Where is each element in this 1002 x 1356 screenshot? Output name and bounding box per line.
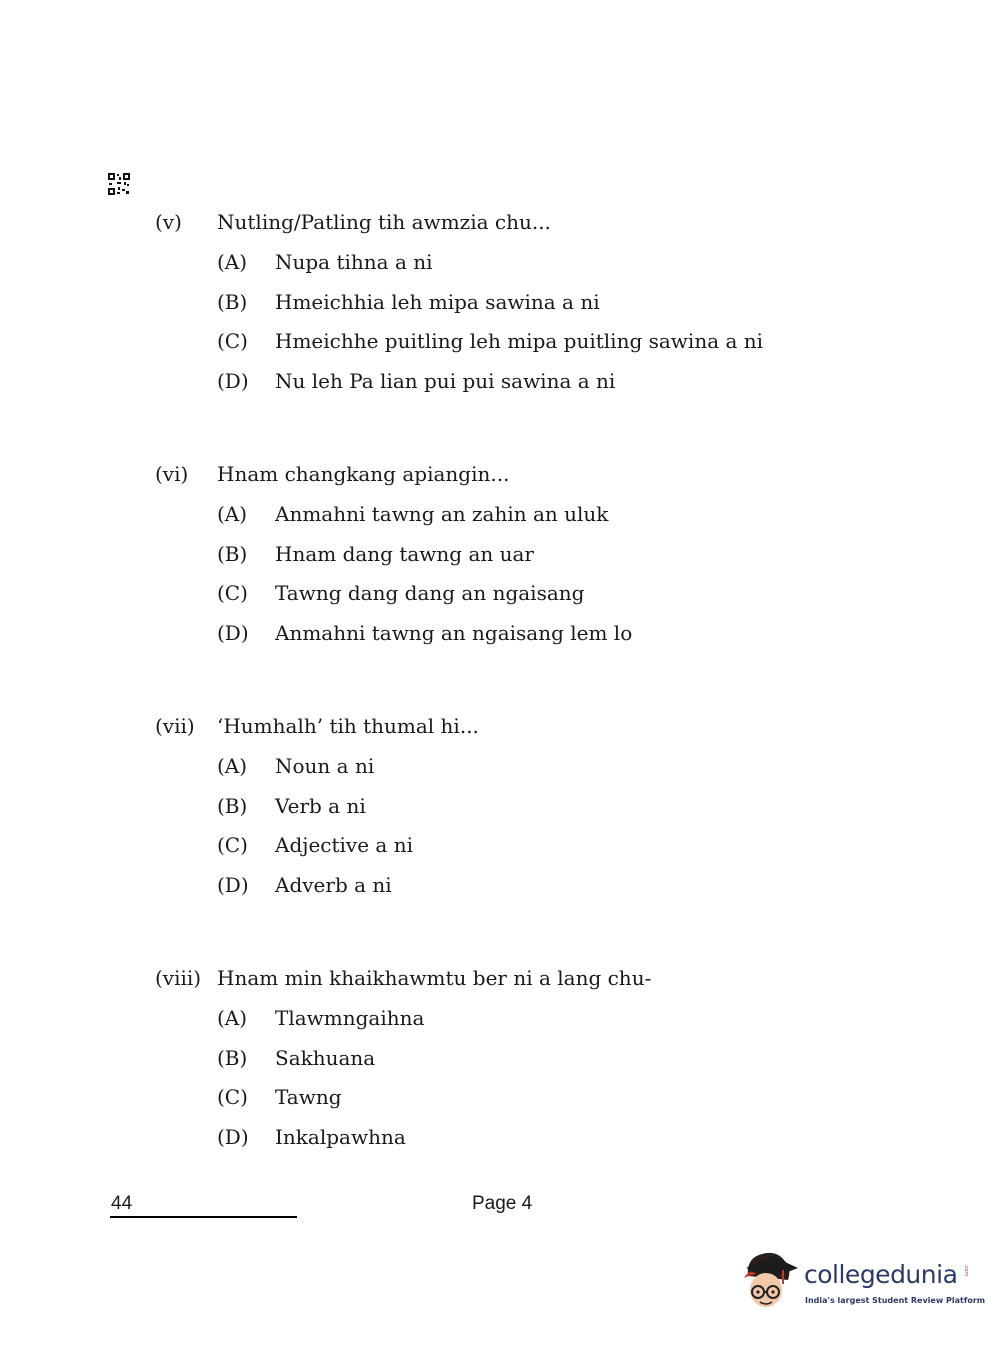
option-text: Verb a ni xyxy=(275,793,366,818)
footer-divider xyxy=(110,1216,297,1218)
option-a xyxy=(155,250,855,290)
option-a xyxy=(155,1006,855,1046)
option-text: Anmahni tawng an ngaisang lem lo xyxy=(275,620,633,645)
option-b xyxy=(155,542,855,582)
option-letter: (A) xyxy=(217,754,248,778)
option-text: Hmeichhia leh mipa sawina a ni xyxy=(275,289,600,314)
option-letter: (D) xyxy=(217,1124,249,1149)
option-c xyxy=(155,833,855,873)
option-text: Tawng xyxy=(275,1085,342,1109)
question-text: ‘Humhalh’ tih thumal hi... xyxy=(217,714,479,738)
option-letter: (B) xyxy=(217,289,248,314)
question-number: (vi) xyxy=(155,462,189,486)
option-text: Hmeichhe puitling leh mipa puitling sawina a ni xyxy=(275,329,764,353)
question-number: (viii) xyxy=(155,966,202,990)
question-text: Hnam min khaikhawmtu ber ni a lang chu- xyxy=(217,966,652,990)
option-text: Adjective a ni xyxy=(275,833,413,857)
option-text: Tlawmngaihna xyxy=(275,1006,425,1030)
option-letter: (A) xyxy=(217,1006,248,1030)
question-stem xyxy=(155,966,855,1006)
question-stem xyxy=(155,714,855,754)
question-number: (vii) xyxy=(155,714,195,738)
option-a xyxy=(155,754,855,794)
question-stem xyxy=(155,462,855,502)
option-d xyxy=(155,621,855,661)
question-6 xyxy=(155,462,855,660)
option-text: Sakhuana xyxy=(275,1045,376,1070)
option-b xyxy=(155,794,855,834)
option-c xyxy=(155,581,855,621)
option-letter: (C) xyxy=(217,1085,248,1109)
option-text: Nupa tihna a ni xyxy=(275,250,433,274)
logo-suffix: .com xyxy=(963,1264,969,1277)
question-5 xyxy=(155,210,855,408)
option-letter: (C) xyxy=(217,581,248,605)
option-text: Hnam dang tawng an uar xyxy=(275,541,534,566)
option-letter: (D) xyxy=(217,872,249,897)
option-letter: (B) xyxy=(217,541,248,566)
option-a xyxy=(155,502,855,542)
option-text: Adverb a ni xyxy=(275,872,392,897)
option-c xyxy=(155,1085,855,1125)
question-8 xyxy=(155,966,855,1164)
qr-code-icon xyxy=(108,173,130,195)
option-d xyxy=(155,1125,855,1165)
question-7 xyxy=(155,714,855,912)
option-c xyxy=(155,329,855,369)
logo-tagline: India's largest Student Review Platform xyxy=(805,1296,986,1305)
option-text: Inkalpawhna xyxy=(275,1124,406,1149)
mascot-icon xyxy=(742,1248,800,1318)
option-letter: (C) xyxy=(217,833,248,857)
option-text: Tawng dang dang an ngaisang xyxy=(275,581,585,605)
question-stem xyxy=(155,210,855,250)
option-d xyxy=(155,369,855,409)
option-letter: (B) xyxy=(217,793,248,818)
logo-name: collegedunia xyxy=(804,1260,958,1289)
option-letter: (D) xyxy=(217,620,249,645)
option-text: Anmahni tawng an zahin an uluk xyxy=(275,502,609,526)
option-text: Noun a ni xyxy=(275,754,375,778)
option-letter: (D) xyxy=(217,368,249,393)
page-number: Page 4 xyxy=(472,1193,533,1214)
option-d xyxy=(155,873,855,913)
paper-code: 44 xyxy=(111,1193,133,1214)
question-text: Nutling/Patling tih awmzia chu... xyxy=(217,210,551,234)
question-text: Hnam changkang apiangin... xyxy=(217,462,510,486)
option-letter: (B) xyxy=(217,1045,248,1070)
option-b xyxy=(155,290,855,330)
option-b xyxy=(155,1046,855,1086)
question-number: (v) xyxy=(155,210,182,234)
collegedunia-logo xyxy=(742,1248,986,1318)
option-letter: (A) xyxy=(217,250,248,274)
option-letter: (A) xyxy=(217,502,248,526)
option-text: Nu leh Pa lian pui pui sawina a ni xyxy=(275,368,616,393)
option-letter: (C) xyxy=(217,329,248,353)
